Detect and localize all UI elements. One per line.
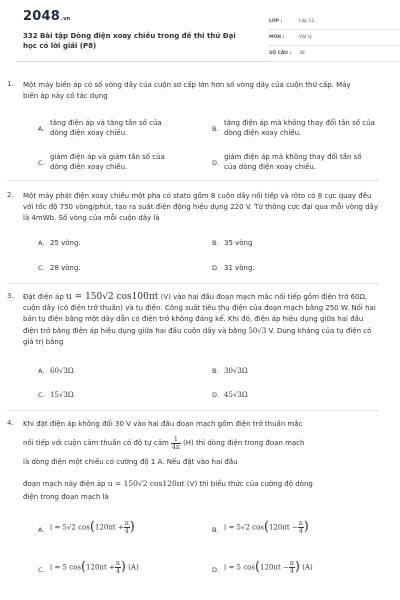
option-letter: D.: [212, 264, 220, 272]
question-line: [23, 478, 378, 490]
fraction-numerator: π: [289, 560, 294, 567]
question-text: nối tiếp với cuộn cảm thuần có độ tự cảm: [23, 439, 169, 447]
option-text: giảm điện áp mà không thay đổi tần số của dòng điện xoay chiều.: [224, 153, 362, 171]
option-letter: A.: [38, 125, 45, 133]
question-3: [7, 292, 378, 348]
question-text: đoạn mạch này điện áp: [23, 480, 106, 488]
question-line: điện trong đoạn mạch là: [23, 493, 109, 501]
option-letter: C.: [38, 264, 45, 272]
option-text: 25 vòng.: [50, 239, 81, 247]
voltage-formula: u = 150√2 cos100πt: [66, 292, 159, 302]
meta-value: Vật lý: [299, 35, 312, 40]
formula-lead: i = 5√2 cos: [224, 523, 264, 532]
option-formula: [50, 560, 139, 575]
fraction-numerator: π: [115, 560, 120, 567]
option-letter: D.: [212, 159, 220, 167]
formula-arg: 120πt +: [86, 563, 115, 572]
fraction-denominator: 4π: [172, 443, 180, 451]
formula-unit: (A): [302, 563, 313, 572]
question-text: Một máy biến áp có số vòng dây của cuộn sơ cấp lớn hơn số vòng dây của cuộn thứ cấp. Máy biến áp này có tác dụng: [23, 81, 351, 101]
formula-unit: (A): [128, 563, 139, 572]
fraction-denominator: 4: [124, 528, 129, 535]
option-letter: B.: [212, 367, 219, 375]
question-text-end: V. Dung kháng của tụ điện có giá trị bằng: [23, 326, 372, 346]
fraction-denominator: 4: [298, 528, 303, 535]
option-text: giảm điện áp và giảm tần số của dòng điện xoay chiều.: [50, 153, 165, 171]
question-2: [7, 191, 378, 225]
question-4-line-2: [23, 433, 378, 453]
question-text: [23, 292, 378, 348]
paren-close: ): [120, 559, 126, 575]
document-header: [16, 0, 384, 62]
option-letter: C.: [38, 391, 45, 399]
meta-row-subject: [269, 30, 399, 46]
formula-lead: i = 5 cos: [50, 563, 81, 572]
option-text: 30√3Ω: [224, 367, 248, 375]
option-letter: A.: [38, 367, 45, 375]
question-number: 4.: [7, 419, 14, 427]
question-4-line-3: [23, 457, 378, 468]
question-text-body: (V) vào hai đầu đoạn mạch mắc nối tiếp gồm điện trở 60Ω, cuộn dây (có điện trở thuần) và tụ điện. Công suất tiêu thụ điện của đoạn mạch bằng 250 W. Nối hai bản tụ điện bằng một dây dẫn có điện trở không đáng kể. Khi đó, điện áp hiệu dụng giữa hai đầu điện trở bằng điện áp hiệu dụng giữa hai đầu cuộn dây và bằng: [23, 293, 376, 335]
option-formula: [224, 520, 309, 535]
question-number: 1.: [7, 80, 14, 88]
option-text: tăng điện áp và tăng tần số của dòng điện xoay chiều.: [50, 119, 162, 137]
meta-key: MÔN :: [269, 35, 285, 40]
question-text: Một máy phát điện xoay chiều một pha có stato gồm 8 cuộn dây nối tiếp và rôto có 8 cực quay đều với tốc độ 750 vòng/phút, tạo ra suất điện động hiệu dụng 220 V. Từ thông cực đại qua mỗi vòng dây là 4mWb. Số vòng của mỗi cuộn dây là: [23, 192, 378, 223]
paren-close: ): [294, 559, 300, 575]
option-text: 45√3Ω: [224, 391, 248, 399]
logo-text: 2048: [23, 9, 60, 24]
paren-open: (: [80, 559, 87, 575]
voltage-formula: u = 150√2 cos120πt: [107, 479, 185, 488]
formula-lead: i = 5 cos: [224, 563, 255, 572]
question-number: 3.: [7, 292, 14, 300]
question-divider: [7, 283, 379, 284]
formula-arg: 120πt +: [94, 523, 124, 532]
paren-open: (: [254, 559, 261, 575]
option-letter: C.: [38, 159, 45, 167]
question-line: [23, 433, 378, 453]
formula-arg: 120πt −: [268, 523, 298, 532]
site-logo[interactable]: [23, 9, 70, 24]
fraction-denominator: 4: [115, 568, 120, 575]
question-4: [7, 419, 378, 430]
option-text: 60√3Ω: [50, 367, 74, 375]
option-letter: D.: [212, 391, 220, 399]
question-number: 2.: [7, 191, 14, 199]
option-text: 28 vòng.: [50, 264, 81, 272]
document-meta: [269, 14, 399, 62]
meta-value: 38: [299, 51, 305, 56]
question-divider: [7, 180, 379, 181]
logo-suffix: .vn: [60, 16, 71, 22]
option-letter: B.: [212, 526, 219, 534]
option-letter: A.: [38, 526, 45, 534]
meta-value: Lớp 12: [299, 19, 315, 24]
option-text: 31 vòng.: [224, 264, 255, 272]
paren-close: ): [303, 519, 309, 535]
meta-row-count: [269, 46, 399, 62]
formula-lead: i = 5√2 cos: [50, 523, 90, 532]
option-letter: D.: [212, 566, 220, 574]
question-4-line-5: [23, 492, 378, 503]
voltage-value: 50√3: [248, 326, 267, 335]
option-letter: B.: [212, 239, 219, 247]
question-4-line-4: [23, 478, 378, 490]
fraction-denominator: 4: [289, 568, 294, 575]
fraction-numerator: π: [124, 520, 129, 527]
option-letter: A.: [38, 239, 45, 247]
question-text-start: Đặt điện áp: [23, 293, 64, 301]
option-formula: [224, 560, 313, 575]
fraction-numerator: π: [298, 520, 303, 527]
paren-close: ): [129, 519, 135, 535]
paren-open: (: [263, 519, 269, 535]
inductance-fraction: [171, 436, 181, 451]
question-line: là dòng điện một chiều có cường độ 1 A. Nếu đặt vào hai đầu: [23, 458, 238, 466]
option-letter: C.: [38, 566, 45, 574]
paren-open: (: [89, 519, 95, 535]
question-text: (H) thì dòng điện trong đoạn mạch: [183, 439, 305, 447]
option-text: 15√3Ω: [50, 391, 74, 399]
option-text: tăng điện áp mà không thay đổi tần số của dòng điện xoay chiều.: [224, 119, 375, 137]
formula-arg: 120πt −: [260, 563, 289, 572]
question-text: (V) thì biểu thức của cường độ dòng: [186, 480, 313, 488]
document-title: 332 Bài tập Dòng điện xoay chiều trong đề thi thử Đại học có lời giải (P8): [23, 32, 236, 50]
meta-key: LỚP :: [269, 19, 283, 24]
option-formula: [50, 520, 135, 535]
fraction-numerator: 1: [171, 436, 181, 444]
question-line: Khi đặt điện áp không đổi 30 V vào hai đầu đoạn mạch gồm điện trở thuần mắc: [23, 420, 303, 428]
meta-key: SỐ CÂU :: [269, 51, 292, 56]
question-divider: [7, 410, 379, 411]
meta-row-grade: [269, 14, 399, 30]
option-letter: B.: [212, 125, 219, 133]
option-text: 35 vòng: [224, 239, 253, 247]
question-1: [7, 80, 378, 102]
